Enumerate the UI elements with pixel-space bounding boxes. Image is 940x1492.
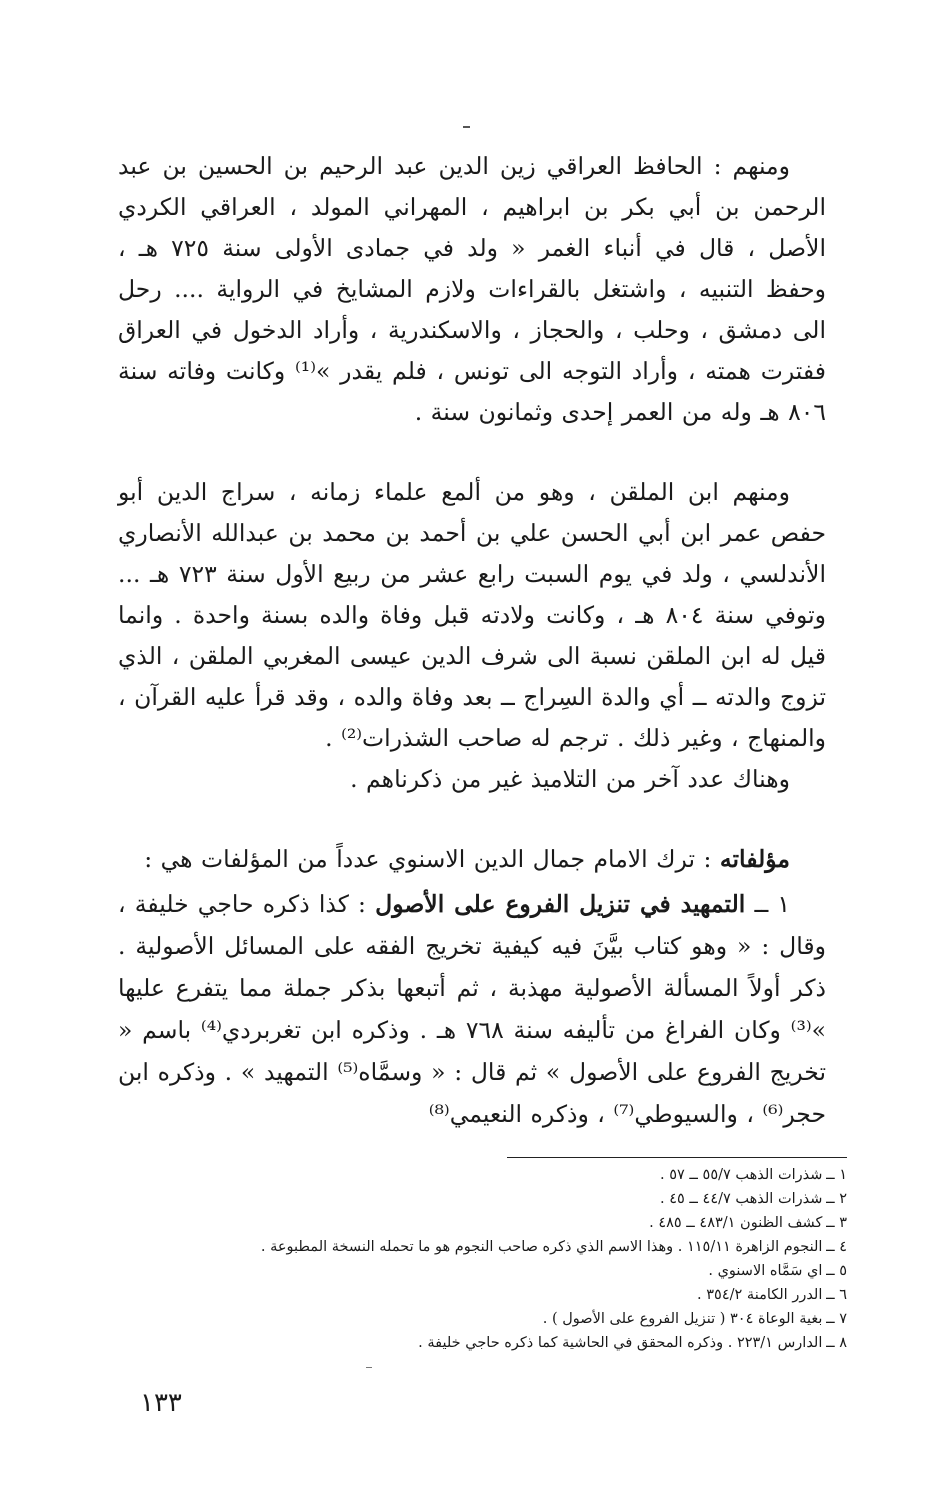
footnote: ٨ ــ الدارس ٢٢٣/١ . وذكره المحقق في الحاشية كما ذكره حاجي خليفة . xyxy=(418,1335,847,1351)
paragraph-other-students xyxy=(118,759,826,800)
footnote: ٣ ــ كشف الظنون ٤٨٣/١ ــ ٤٨٥ . xyxy=(649,1215,847,1231)
works-intro: : ترك الامام جمال الدين الاسنوي عدداً من المؤلفات هي : xyxy=(144,845,720,873)
item-number: ١ ــ xyxy=(754,890,790,918)
footnote: ٧ ــ بغية الوعاة ٣٠٤ ( تنزيل الفروع على الأصول ) . xyxy=(542,1311,847,1327)
footnote: ١ ــ شذرات الذهب ٥٥/٧ ــ ٥٧ . xyxy=(660,1167,847,1183)
footnote: ٢ ــ شذرات الذهب ٤٤/٧ ــ ٤٥ . xyxy=(660,1191,847,1207)
paragraph-ibn-mulaqqin xyxy=(118,472,826,759)
paragraph-text: ومنهم ابن الملقن ، وهو من ألمع علماء زمانه ، سراج الدين أبو حفص عمر ابن أبي الحسن علي بن أحمد بن محمد بن عبدالله الأنصاري الأندلسي ، ولد في يوم السبت رابع عشر من ربيع الأول سنة ٧٢٣ هـ ... وتوفي سنة ٨٠٤ هـ ، وكانت ولادته قبل وفاة والده بسنة واحدة . وانما قيل له ابن الملقن نسبة الى شرف الدين عيسى المغربي الملقن ، الذي تزوج والدته ــ أي والدة السِراج ــ بعد وفاة والده ، وقد قرأ عليه القرآن ، والمنهاج ، وغير ذلك . ترجم له صاحب الشذرات⁽²⁾ . xyxy=(118,478,826,752)
item-title: التمهيد في تنزيل الفروع على الأصول xyxy=(375,890,746,918)
footnote: ٥ ــ اي سَمَّاه الاسنوي . xyxy=(708,1263,847,1279)
works-heading xyxy=(118,839,826,880)
paragraph-text: وهناك عدد آخر من التلاميذ غير من ذكرناهم . xyxy=(350,765,790,793)
paragraph-iraqi xyxy=(118,146,826,433)
works-label: مؤلفاته xyxy=(719,845,790,873)
top-mark xyxy=(463,126,470,128)
paragraph-text: ومنهم : الحافظ العراقي زين الدين عبد الرحيم بن الحسين بن عبد الرحمن بن أبي بكر بن ابراهيم ، المهراني المولد ، العراقي الكردي الأصل ، قال في أنباء الغمر « ولد في جمادى الأولى سنة ٧٢٥ هـ ، وحفظ التنبيه ، واشتغل بالقراءات ولازم المشايخ في الرواية .... رحل الى دمشق ، وحلب ، والحجاز ، والاسكندرية ، وأراد الدخول في العراق ففترت همته ، وأراد التوجه الى تونس ، فلم يقدر »⁽¹⁾ وكانت وفاته سنة ٨٠٦ هـ وله من العمر إحدى وثمانون سنة . xyxy=(118,152,826,426)
small-mark xyxy=(366,1367,372,1368)
item-text: : كذا ذكره حاجي خليفة ، وقال : « وهو كتاب بيَّنَ فيه كيفية تخريج الفقه على المسائل الأصولية . ذكر أولاً المسألة الأصولية مهذبة ، ثم أتبعها بذكر جملة مما يتفرع عليها »⁽³⁾ وكان الفراغ من تأليفه سنة ٧٦٨ هـ . وذكره ابن تغربردي⁽⁴⁾ باسم « تخريج الفروع على الأصول » ثم قال : « وسمَّاه⁽⁵⁾ التمهيد » . وذكره ابن حجر⁽⁶⁾ ، والسيوطي⁽⁷⁾ ، وذكره النعيمي⁽⁸⁾ xyxy=(118,890,827,1128)
works-item-1 xyxy=(118,883,826,1135)
footnote: ٦ ــ الدرر الكامنة ٣٥٤/٢ . xyxy=(697,1287,847,1303)
footnote-separator xyxy=(507,1157,847,1158)
page-number: ١٣٣ xyxy=(140,1388,182,1418)
footnote: ٤ ــ النجوم الزاهرة ١١٥/١١ . وهذا الاسم الذي ذكره صاحب النجوم هو ما تحمله النسخة المطبوعة . xyxy=(260,1239,847,1255)
footnotes xyxy=(220,1163,847,1355)
